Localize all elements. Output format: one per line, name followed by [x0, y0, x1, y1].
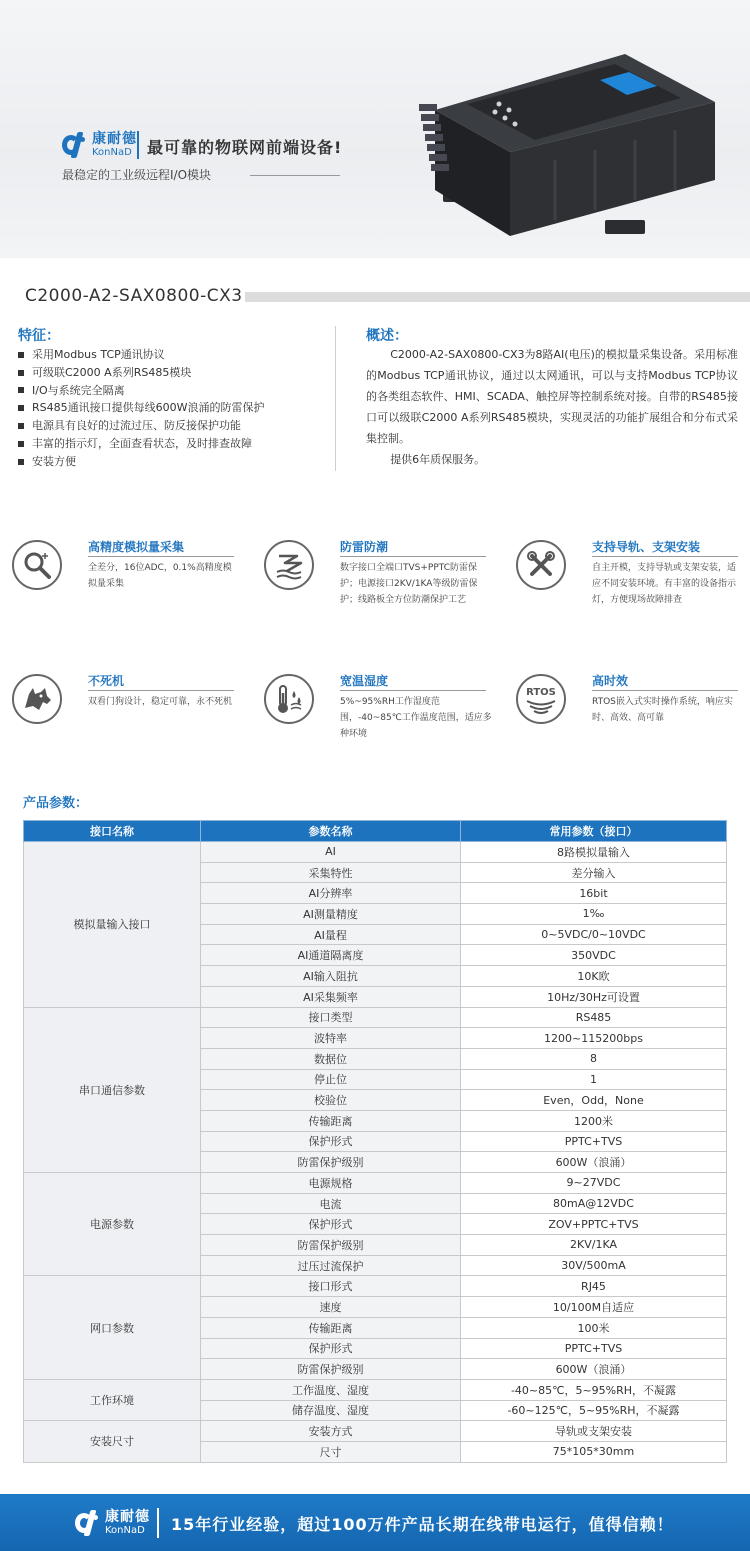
- banner-slogan: 最可靠的物联网前端设备!: [147, 138, 343, 157]
- footer-slogan: 15年行业经验，超过100万件产品长期在线带电运行，值得信赖！: [171, 1515, 674, 1534]
- feature-card-watchdog: [12, 672, 242, 752]
- param-name-cell: 防雷保护级别: [201, 1359, 461, 1380]
- list-item: 丰富的指示灯，全面查看状态，及时排查故障: [18, 435, 265, 453]
- param-name-cell: AI: [201, 842, 461, 863]
- footer-divider: [157, 1508, 159, 1538]
- table-group-cell: 安装尺寸: [24, 1421, 201, 1462]
- param-name-cell: AI采集频率: [201, 986, 461, 1007]
- rtos-icon: [516, 674, 566, 724]
- param-value-cell: PPTC+TVS: [461, 1338, 727, 1359]
- feature-card-temperature: [264, 672, 494, 752]
- bullet-icon: [18, 441, 24, 447]
- param-value-cell: 1: [461, 1069, 727, 1090]
- table-group-cell: 串口通信参数: [24, 1007, 201, 1173]
- param-value-cell: 1‰: [461, 904, 727, 925]
- param-value-cell: 9~27VDC: [461, 1173, 727, 1194]
- param-name-cell: 保护形式: [201, 1131, 461, 1152]
- brand-name-cn: 康耐德: [105, 1509, 150, 1525]
- param-value-cell: 30V/500mA: [461, 1255, 727, 1276]
- features-heading: 特征：: [18, 328, 60, 344]
- param-name-cell: 保护形式: [201, 1214, 461, 1235]
- param-name-cell: 波特率: [201, 1028, 461, 1049]
- list-item: I/O与系统完全隔离: [18, 382, 265, 400]
- list-item: RS485通讯接口提供每线600W浪涌的防雷保护: [18, 399, 265, 417]
- brand-logo-icon: [62, 132, 88, 158]
- section-divider: [335, 326, 336, 471]
- brand-logo: [62, 132, 137, 158]
- param-name-cell: 停止位: [201, 1069, 461, 1090]
- table-row: [24, 1007, 727, 1028]
- param-value-cell: 差分输入: [461, 862, 727, 883]
- param-name-cell: 防雷保护级别: [201, 1235, 461, 1256]
- param-value-cell: 10/100M自适应: [461, 1297, 727, 1318]
- footer-logo: [75, 1510, 150, 1536]
- model-title: C2000-A2-SAX0800-CX3: [25, 286, 243, 306]
- param-name-cell: 传输距离: [201, 1110, 461, 1131]
- param-value-cell: 10K欧: [461, 966, 727, 987]
- param-name-cell: 防雷保护级别: [201, 1152, 461, 1173]
- table-header-cell: 接口名称: [24, 821, 201, 842]
- param-value-cell: 100米: [461, 1317, 727, 1338]
- table-header-cell: 常用参数（接口）: [461, 821, 727, 842]
- param-name-cell: 电流: [201, 1193, 461, 1214]
- params-table-body: [24, 842, 727, 1463]
- param-name-cell: 接口类型: [201, 1007, 461, 1028]
- feature-card-desc: 数字接口全端口TVS+PPTC防雷保护；电源接口2KV/1KA等级防雷保护；线路板全方位防潮保护工艺: [340, 563, 478, 605]
- lightning-icon: [264, 540, 314, 590]
- param-name-cell: 采集特性: [201, 862, 461, 883]
- param-value-cell: 2KV/1KA: [461, 1235, 727, 1256]
- footer-banner: [0, 1494, 750, 1551]
- banner-divider: [137, 131, 139, 159]
- params-table: [23, 820, 727, 1463]
- bullet-icon: [18, 370, 24, 376]
- param-value-cell: 10Hz/30Hz可设置: [461, 986, 727, 1007]
- table-row: [24, 1421, 727, 1442]
- table-row: [24, 842, 727, 863]
- rtos-icon-label: RTOS: [526, 687, 556, 698]
- table-row: [24, 1173, 727, 1194]
- param-value-cell: 16bit: [461, 883, 727, 904]
- dog-icon: [12, 674, 62, 724]
- brand-logo-icon: [75, 1510, 101, 1536]
- param-name-cell: AI量程: [201, 924, 461, 945]
- param-name-cell: 电源规格: [201, 1173, 461, 1194]
- list-item: 可级联C2000 A系列RS485模块: [18, 364, 265, 382]
- overview-text: [366, 344, 738, 470]
- model-title-bar: [245, 292, 750, 302]
- param-value-cell: 80mA@12VDC: [461, 1193, 727, 1214]
- param-value-cell: Even，Odd，None: [461, 1090, 727, 1111]
- list-item: 电源具有良好的过流过压、防反接保护功能: [18, 417, 265, 435]
- brand-name-en: KonNaD: [92, 147, 132, 158]
- feature-card-desc: 全差分，16位ADC，0.1%高精度模拟量采集: [88, 563, 232, 589]
- param-name-cell: AI通道隔离度: [201, 945, 461, 966]
- param-name-cell: 接口形式: [201, 1276, 461, 1297]
- bullet-icon: [18, 387, 24, 393]
- param-value-cell: RS485: [461, 1007, 727, 1028]
- table-header-row: [24, 821, 727, 842]
- list-item: 安装方便: [18, 453, 265, 471]
- feature-card-desc: 自主开模，支持导轨或支架安装，适应不同安装环境。有丰富的设备指示灯，方便现场故障排查: [592, 563, 737, 605]
- param-value-cell: RJ45: [461, 1276, 727, 1297]
- feature-card-title: 支持导轨、支架安装: [592, 540, 701, 554]
- bullet-icon: [18, 459, 24, 465]
- feature-card-desc: 5%~95%RH工作湿度范围，-40~85℃工作温度范围，适应多种环境: [340, 697, 492, 739]
- param-value-cell: 350VDC: [461, 945, 727, 966]
- param-name-cell: 速度: [201, 1297, 461, 1318]
- param-value-cell: ZOV+PPTC+TVS: [461, 1214, 727, 1235]
- param-name-cell: AI输入阻抗: [201, 966, 461, 987]
- tools-icon: [516, 540, 566, 590]
- table-row: [24, 1276, 727, 1297]
- param-name-cell: 工作温度、湿度: [201, 1379, 461, 1400]
- feature-card-lightning: [264, 538, 494, 618]
- param-name-cell: AI分辨率: [201, 883, 461, 904]
- thermometer-icon: [264, 674, 314, 724]
- feature-card-title: 防雷防潮: [340, 540, 389, 554]
- param-value-cell: -60~125℃，5~95%RH，不凝露: [461, 1400, 727, 1421]
- param-value-cell: 导轨或支架安装: [461, 1421, 727, 1442]
- feature-card-precision: [12, 538, 242, 618]
- overview-heading: 概述：: [366, 328, 408, 344]
- table-group-cell: 工作环境: [24, 1379, 201, 1420]
- table-row: [24, 1379, 727, 1400]
- param-value-cell: 600W（浪涌）: [461, 1359, 727, 1380]
- table-group-cell: 网口参数: [24, 1276, 201, 1379]
- bullet-icon: [18, 352, 24, 358]
- feature-card-mounting: [516, 538, 746, 618]
- hero-banner: [0, 0, 750, 258]
- param-name-cell: 保护形式: [201, 1338, 461, 1359]
- feature-card-rtos: [516, 672, 746, 752]
- feature-card-desc: 双看门狗设计，稳定可靠，永不死机: [88, 697, 233, 707]
- feature-card-desc: RTOS嵌入式实时操作系统，响应实时、高效、高可靠: [592, 697, 733, 723]
- params-heading: 产品参数：: [23, 796, 89, 811]
- param-name-cell: 传输距离: [201, 1317, 461, 1338]
- param-value-cell: 1200米: [461, 1110, 727, 1131]
- param-name-cell: 安装方式: [201, 1421, 461, 1442]
- features-list: [18, 346, 265, 471]
- param-value-cell: 8路模拟量输入: [461, 842, 727, 863]
- param-value-cell: 1200~115200bps: [461, 1028, 727, 1049]
- param-value-cell: 75*105*30mm: [461, 1441, 727, 1462]
- param-value-cell: 600W（浪涌）: [461, 1152, 727, 1173]
- bullet-icon: [18, 423, 24, 429]
- magnifier-icon: [12, 540, 62, 590]
- overview-paragraph: 提供6年质保服务。: [390, 453, 486, 466]
- banner-underline: [250, 175, 340, 176]
- device-image: [415, 40, 725, 240]
- feature-card-title: 高时效: [592, 674, 629, 688]
- param-value-cell: 8: [461, 1048, 727, 1069]
- brand-name-en: KonNaD: [105, 1525, 145, 1536]
- table-group-cell: 模拟量输入接口: [24, 842, 201, 1008]
- feature-card-title: 不死机: [88, 674, 125, 688]
- param-name-cell: 校验位: [201, 1090, 461, 1111]
- param-value-cell: 0~5VDC/0~10VDC: [461, 924, 727, 945]
- feature-card-title: 高精度模拟量采集: [88, 540, 185, 554]
- param-name-cell: 过压过流保护: [201, 1255, 461, 1276]
- table-group-cell: 电源参数: [24, 1173, 201, 1276]
- param-name-cell: AI测量精度: [201, 904, 461, 925]
- param-name-cell: 数据位: [201, 1048, 461, 1069]
- overview-paragraph: C2000-A2-SAX0800-CX3为8路AI(电压)的模拟量采集设备。采用标准的Modbus TCP通讯协议，通过以太网通讯，可以与支持Modbus TCP协议的各类组态软件、HMI、SCADA、触控屏等控制系统对接。自带的RS485接口可以级联C2000 A系列RS485模块，实现灵活的功能扩展组合和分布式采集控制。: [366, 348, 738, 445]
- banner-subtitle: 最稳定的工业级远程I/O模块: [62, 168, 212, 182]
- param-name-cell: 尺寸: [201, 1441, 461, 1462]
- table-header-cell: 参数名称: [201, 821, 461, 842]
- bullet-icon: [18, 405, 24, 411]
- param-value-cell: PPTC+TVS: [461, 1131, 727, 1152]
- feature-card-title: 宽温湿度: [340, 674, 389, 688]
- param-name-cell: 储存温度、湿度: [201, 1400, 461, 1421]
- brand-name-cn: 康耐德: [92, 131, 137, 147]
- list-item: 采用Modbus TCP通讯协议: [18, 346, 265, 364]
- param-value-cell: -40~85℃，5~95%RH，不凝露: [461, 1379, 727, 1400]
